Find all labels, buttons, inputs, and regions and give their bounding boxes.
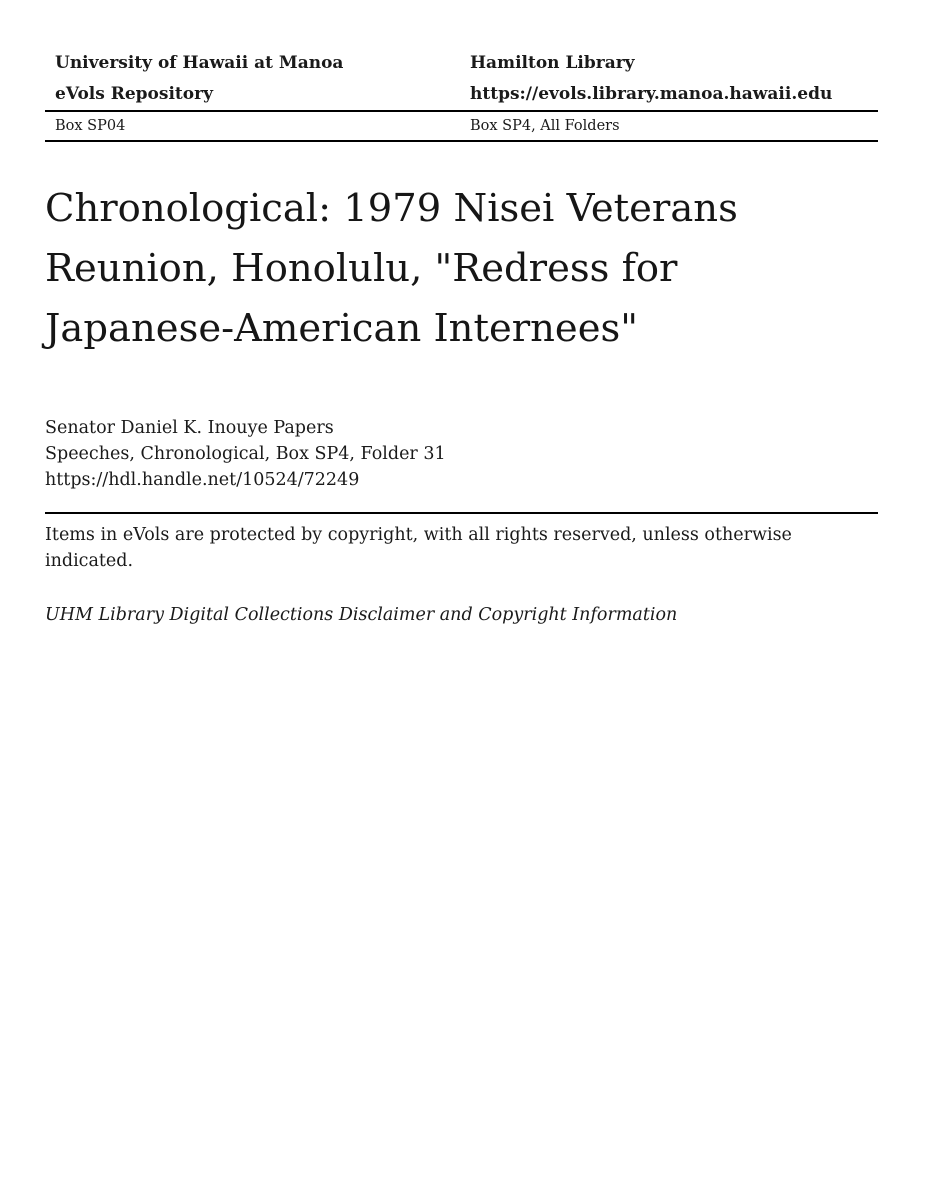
document-title (45, 179, 878, 359)
document-title-line-3: Japanese-American Internees" (45, 306, 638, 351)
document-title-line-1: Chronological: 1979 Nisei Veterans (45, 186, 738, 231)
header-left-cell (45, 48, 460, 110)
library-name: Hamilton Library (470, 53, 635, 73)
footer-divider (45, 512, 878, 514)
document-metadata (45, 415, 878, 493)
document-page (45, 0, 878, 628)
collection-name: Senator Daniel K. Inouye Papers (45, 418, 334, 438)
repository-name: eVols Repository (55, 84, 213, 104)
collection-location: Speeches, Chronological, Box SP4, Folder 31 (45, 444, 446, 464)
footer (45, 512, 878, 628)
document-title-line-2: Reunion, Honolulu, "Redress for (45, 246, 678, 291)
header-sub-row (45, 112, 878, 142)
handle-url-link[interactable]: https://hdl.handle.net/10524/72249 (45, 470, 360, 490)
institution-name: University of Hawaii at Manoa (55, 53, 344, 73)
disclaimer-link[interactable]: UHM Library Digital Collections Disclaimer and Copyright Information (45, 605, 678, 625)
copyright-notice: Items in eVols are protected by copyright, with all rights reserved, unless otherwise indicated. (45, 525, 792, 571)
box-folders-label: Box SP4, All Folders (470, 118, 620, 134)
repository-url-link[interactable]: https://evols.library.manoa.hawaii.edu (470, 84, 833, 104)
box-label: Box SP04 (55, 118, 126, 134)
document-body (45, 179, 878, 493)
header (45, 0, 878, 142)
header-right-cell (460, 48, 878, 110)
header-main-row (45, 0, 878, 112)
